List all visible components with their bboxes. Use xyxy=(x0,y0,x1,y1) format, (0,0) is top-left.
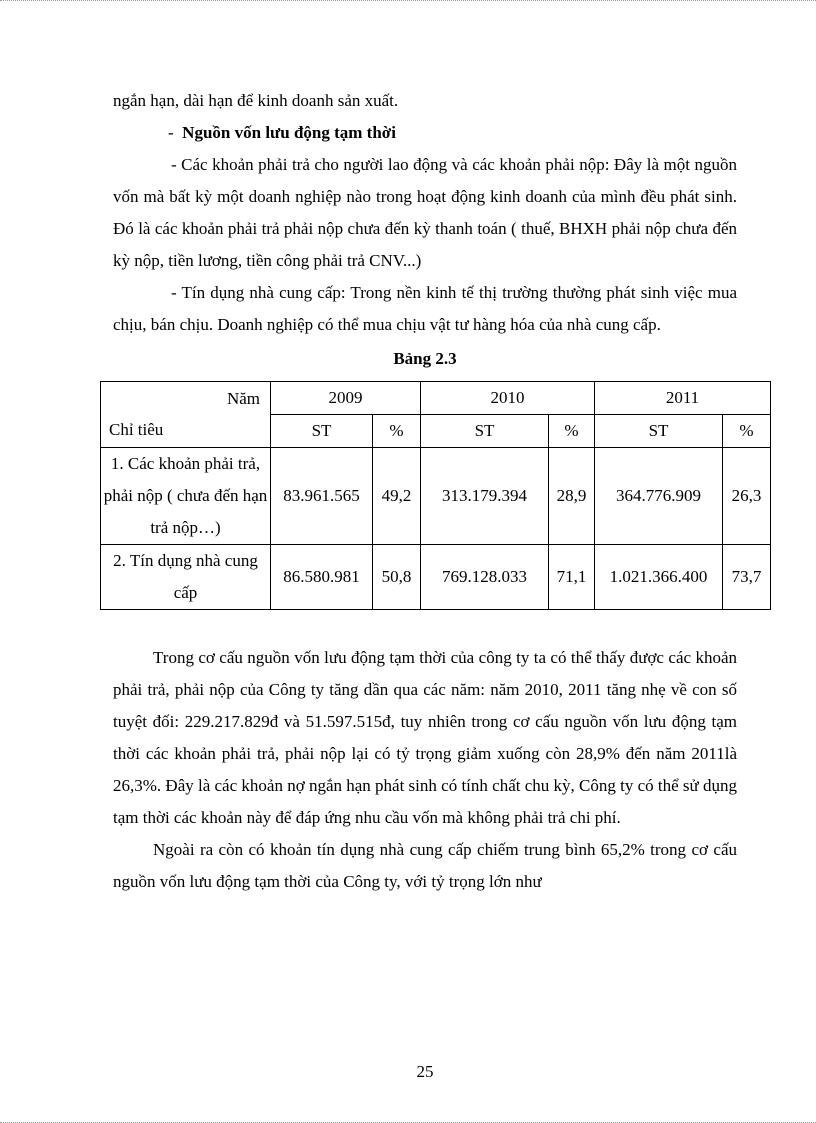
year-header-2009: 2009 xyxy=(271,382,421,415)
cell-value: 86.580.981 xyxy=(271,545,373,610)
cell-value: 26,3 xyxy=(723,448,771,545)
subheader-st-2010: ST xyxy=(421,415,549,448)
cell-value: 28,9 xyxy=(549,448,595,545)
year-header-2011: 2011 xyxy=(595,382,771,415)
document-content xyxy=(103,85,762,898)
table-header-row-years xyxy=(101,382,771,415)
cell-value: 73,7 xyxy=(723,545,771,610)
cell-value: 50,8 xyxy=(373,545,421,610)
data-table xyxy=(100,381,771,610)
paragraph-conclusion: Ngoài ra còn có khoản tín dụng nhà cung cấp chiếm trung bình 65,2% trong cơ cấu nguồn vốn lưu động tạm thời của Công ty, với tỷ trọng lớn như xyxy=(113,840,737,891)
section-heading xyxy=(113,117,737,149)
paragraph-continuation: ngắn hạn, dài hạn để kinh doanh sản xuất. xyxy=(113,91,399,110)
table-caption: Bảng 2.3 xyxy=(393,349,457,368)
table-row xyxy=(101,545,771,610)
row-label-supplier-credit: 2. Tín dụng nhà cung cấp xyxy=(101,545,271,610)
cell-value: 1.021.366.400 xyxy=(595,545,723,610)
paragraph-supplier-credit: - Tín dụng nhà cung cấp: Trong nền kinh tế thị trường thường phát sinh việc mua chịu, bán chịu. Doanh nghiệp có thể mua chịu vật tư hàng hóa của nhà cung cấp. xyxy=(113,283,737,334)
subheader-pct-2010: % xyxy=(549,415,595,448)
paragraph-payables: - Các khoản phải trả cho người lao động và các khoản phải nộp: Đây là một nguồn vốn mà bất kỳ một doanh nghiệp nào trong hoạt động kinh doanh của mình đều phát sinh. Đó là các khoản phải trả phải nộp chưa đến kỳ thanh toán ( thuế, BHXH phải nộp chưa đến kỳ nộp, tiền lương, tiền công phải trả CNV...) xyxy=(113,155,737,270)
page-number: 25 xyxy=(416,1062,434,1081)
year-header-2010: 2010 xyxy=(421,382,595,415)
heading-text: Nguồn vốn lưu động tạm thời xyxy=(182,123,396,142)
paragraph-analysis: Trong cơ cấu nguồn vốn lưu động tạm thời của công ty ta có thể thấy được các khoản phải trả, phải nộp của Công ty tăng dần qua các năm: năm 2010, 2011 tăng nhẹ về con số tuyệt đối: 229.217.829đ và 51.597.515đ, tuy nhiên trong cơ cấu nguồn vốn lưu động tạm thời các khoản phải trả, phải nộp lại có tỷ trọng giảm xuống còn 28,9% đến năm 2011là 26,3%. Đây là các khoản nợ ngắn hạn phát sinh có tính chất chu kỳ, Công ty có thể sử dụng tạm thời các khoản này để đáp ứng nhu cầu vốn mà không phải trả chi phí. xyxy=(113,648,737,827)
cell-value: 313.179.394 xyxy=(421,448,549,545)
cell-value: 769.128.033 xyxy=(421,545,549,610)
subheader-st-2011: ST xyxy=(595,415,723,448)
cell-value: 71,1 xyxy=(549,545,595,610)
heading-dash: - xyxy=(168,123,174,142)
row-label-payables: 1. Các khoản phải trả, phải nộp ( chưa đến hạn trả nộp…) xyxy=(101,448,271,545)
subheader-pct-2011: % xyxy=(723,415,771,448)
cell-value: 49,2 xyxy=(373,448,421,545)
subheader-st-2009: ST xyxy=(271,415,373,448)
table-row xyxy=(101,448,771,545)
table-corner-cell xyxy=(101,382,271,448)
subheader-pct-2009: % xyxy=(373,415,421,448)
cell-value: 83.961.565 xyxy=(271,448,373,545)
cell-value: 364.776.909 xyxy=(595,448,723,545)
corner-label-year: Năm xyxy=(226,389,260,408)
corner-label-criteria: Chỉ tiêu xyxy=(109,420,164,439)
